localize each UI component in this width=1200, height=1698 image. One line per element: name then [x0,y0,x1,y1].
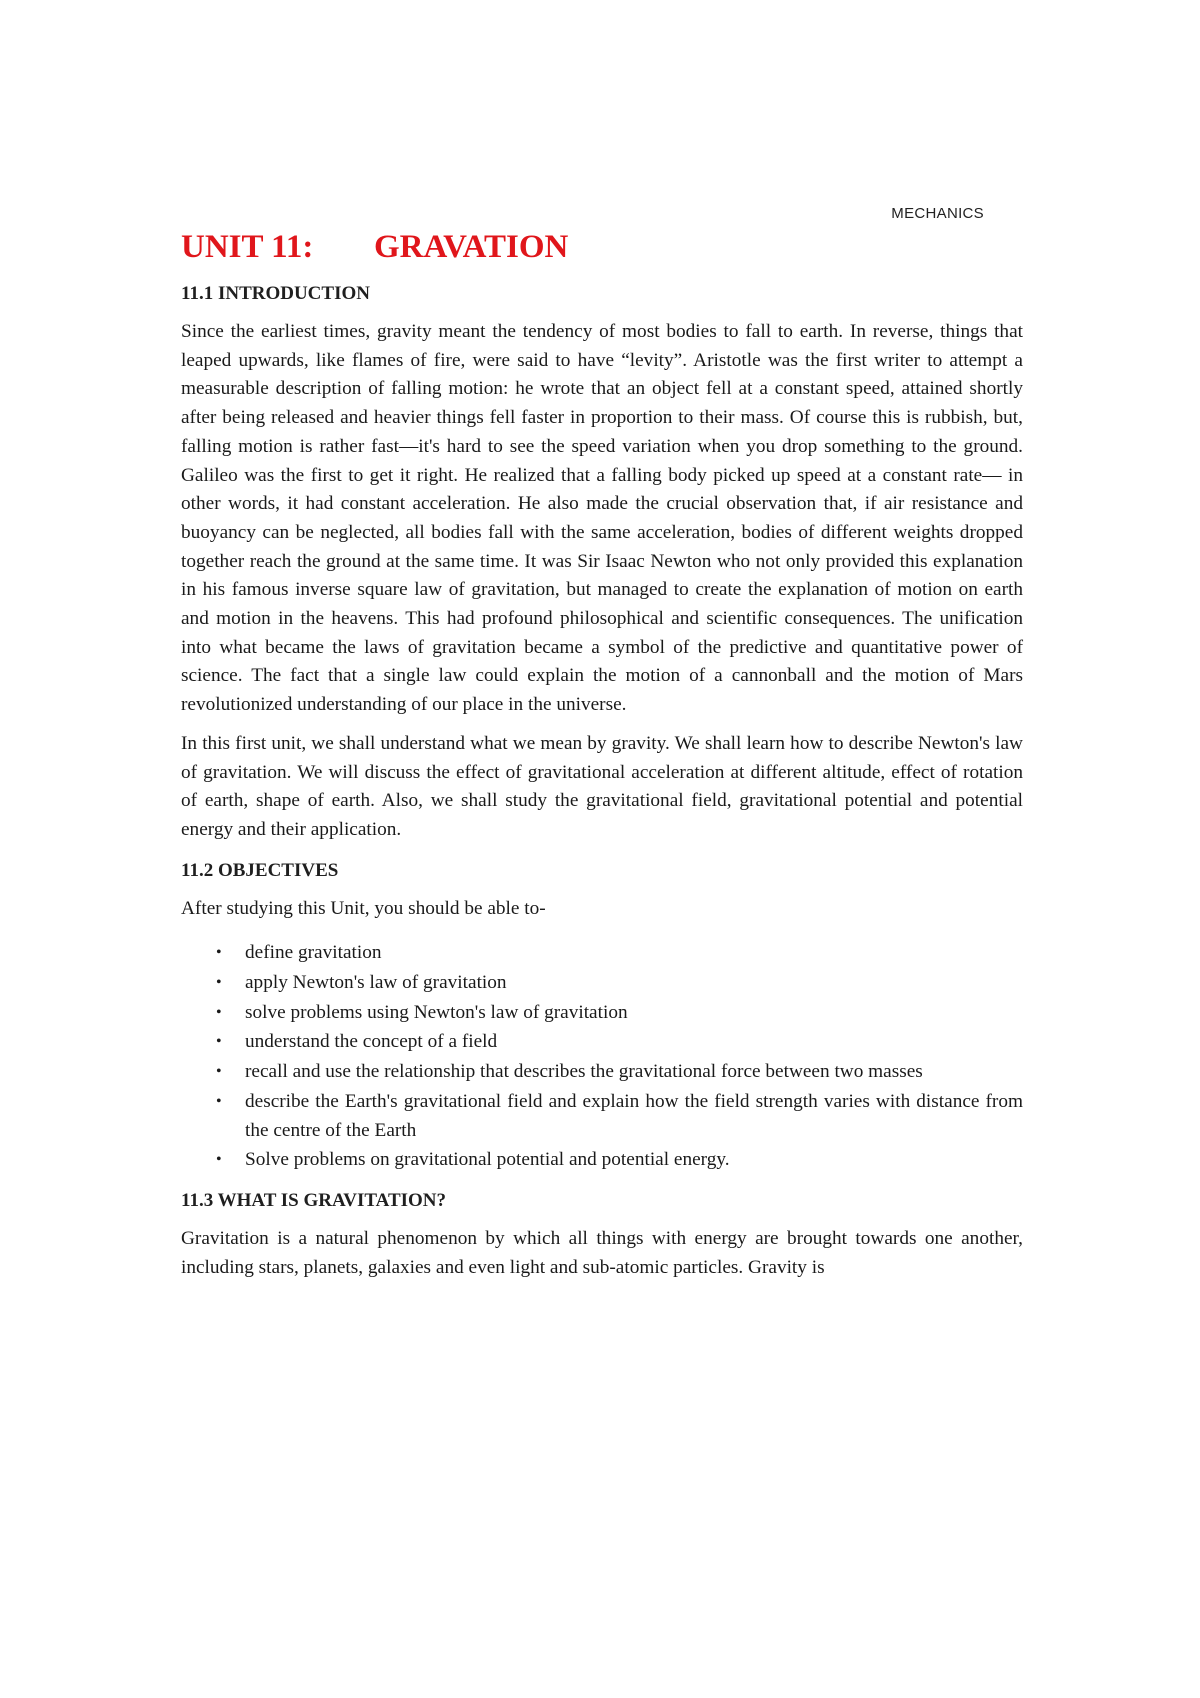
list-item: • define gravitation [245,939,1023,968]
section-heading-introduction: 11.1 INTRODUCTION [181,283,370,304]
bullet-icon: • [216,1151,222,1169]
objectives-lead: After studying this Unit, you should be able to- [181,897,546,919]
list-item: • understand the concept of a field [245,1028,1023,1057]
intro-paragraph-2: In this first unit, we shall understand what we mean by gravity. We shall learn how to describe Newton's law of gravitation. We will discuss the effect of gravitational acceleration at different altitude, effect of rotation of earth, shape of earth. Also, we shall study the gravitational field, gravitational potential and potential energy and their application. [181,732,1023,840]
intro-paragraph-1: Since the earliest times, gravity meant the tendency of most bodies to fall to earth. In reverse, things that leaped upwards, like flames of fire, were said to have “levity”. Aristotle was the first writer to attempt a measurable description of falling motion: he wrote that an object fell at a constant speed, attained shortly after being released and heavier things fell faster in proportion to their mass. Of course this is rubbish, but, falling motion is rather fast—it's hard to see the speed variation when you drop something to the ground. Galileo was the first to get it right. He realized that a falling body picked up speed at a constant rate— in other words, it had constant acceleration. He also made the crucial observation that, if air resistance and buoyancy can be neglected, all bodies fall with the same acceleration, bodies of different weights dropped together reach the ground at the same time. It was Sir Isaac Newton who not only provided this explanation in his famous inverse square law of gravitation, but managed to create the explanation of motion on earth and motion in the heavens. This had profound philosophical and scientific consequences. The unification into what became the laws of gravitation became a symbol of the predictive and quantitative power of science. The fact that a single law could explain the motion of a cannonball and the motion of Mars revolutionized understanding of our place in the universe. [181,321,1023,716]
bullet-icon: • [216,1063,222,1081]
bullet-icon: • [216,1092,222,1110]
bullet-icon: • [216,974,222,992]
list-item: • solve problems using Newton's law of gravitation [245,999,1023,1028]
bullet-icon: • [216,944,222,962]
unit-title [181,226,1023,268]
section-heading-objectives: 11.2 OBJECTIVES [181,859,339,881]
list-item: • apply Newton's law of gravitation [245,969,1023,998]
bullet-icon: • [216,1033,222,1051]
running-header: MECHANICS [891,205,984,222]
unit-number: UNIT 11: [181,229,314,265]
unit-name: GRAVATION [374,229,569,265]
objectives-list [181,939,1023,1175]
bullet-icon: • [216,1003,222,1021]
list-item: • Solve problems on gravitational potential and potential energy. [245,1146,1023,1175]
list-item: • recall and use the relationship that describes the gravitational force between two masses [245,1058,1023,1087]
list-item: • describe the Earth's gravitational field and explain how the field strength varies with distance from the centre of the Earth [245,1088,1023,1145]
section-heading-what-is-gravitation: 11.3 WHAT IS GRAVITATION? [181,1189,447,1211]
page-content [181,226,1023,1292]
what-is-paragraph-1: Gravitation is a natural phenomenon by which all things with energy are brought towards one another, including stars, planets, galaxies and even light and sub-atomic particles. Gravity is [181,1227,1023,1278]
